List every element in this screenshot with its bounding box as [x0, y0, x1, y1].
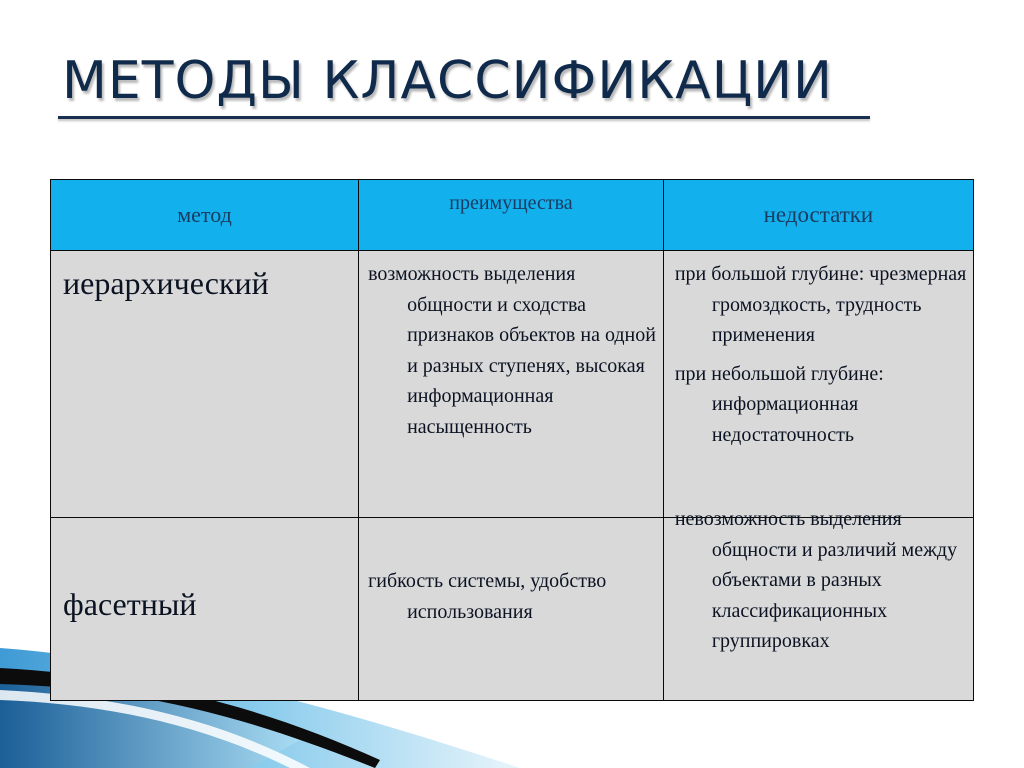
disadvantages-cell	[663, 508, 973, 701]
method-name: фасетный	[63, 586, 197, 622]
advantage-text: возможность выделения общности и сходства признаков объектов на одной и разных ступенях, высокая информационная насыщенность	[368, 263, 656, 438]
table-row	[51, 251, 974, 518]
disadvantage-text: невозможность выделения общности и различий между объектами в разных классификационных группировках	[674, 508, 958, 652]
method-cell	[51, 251, 359, 518]
swoosh-white-gap	[0, 690, 310, 768]
disadvantage-text: при большой глубине: чрезмерная громоздкость, трудность применения	[674, 263, 967, 346]
disadvantages-cell	[663, 251, 973, 518]
method-cell	[51, 518, 359, 701]
disadvantage-text: при небольшой глубине: информационная недостаточность	[674, 362, 884, 446]
title-underline	[58, 116, 870, 119]
header-method: метод	[51, 180, 359, 251]
advantage-text: гибкость системы, удобство использования	[368, 570, 607, 623]
table-row	[51, 518, 974, 701]
method-name: иерархический	[63, 265, 269, 301]
header-advantages: преимущества	[359, 180, 664, 251]
advantages-cell	[359, 251, 664, 518]
classification-methods-table	[50, 179, 974, 701]
advantages-cell	[359, 518, 664, 701]
table-header-row	[51, 180, 974, 251]
header-disadvantages: недостатки	[663, 180, 973, 251]
slide-title: МЕТОДЫ КЛАССИФИКАЦИИ	[62, 51, 833, 111]
